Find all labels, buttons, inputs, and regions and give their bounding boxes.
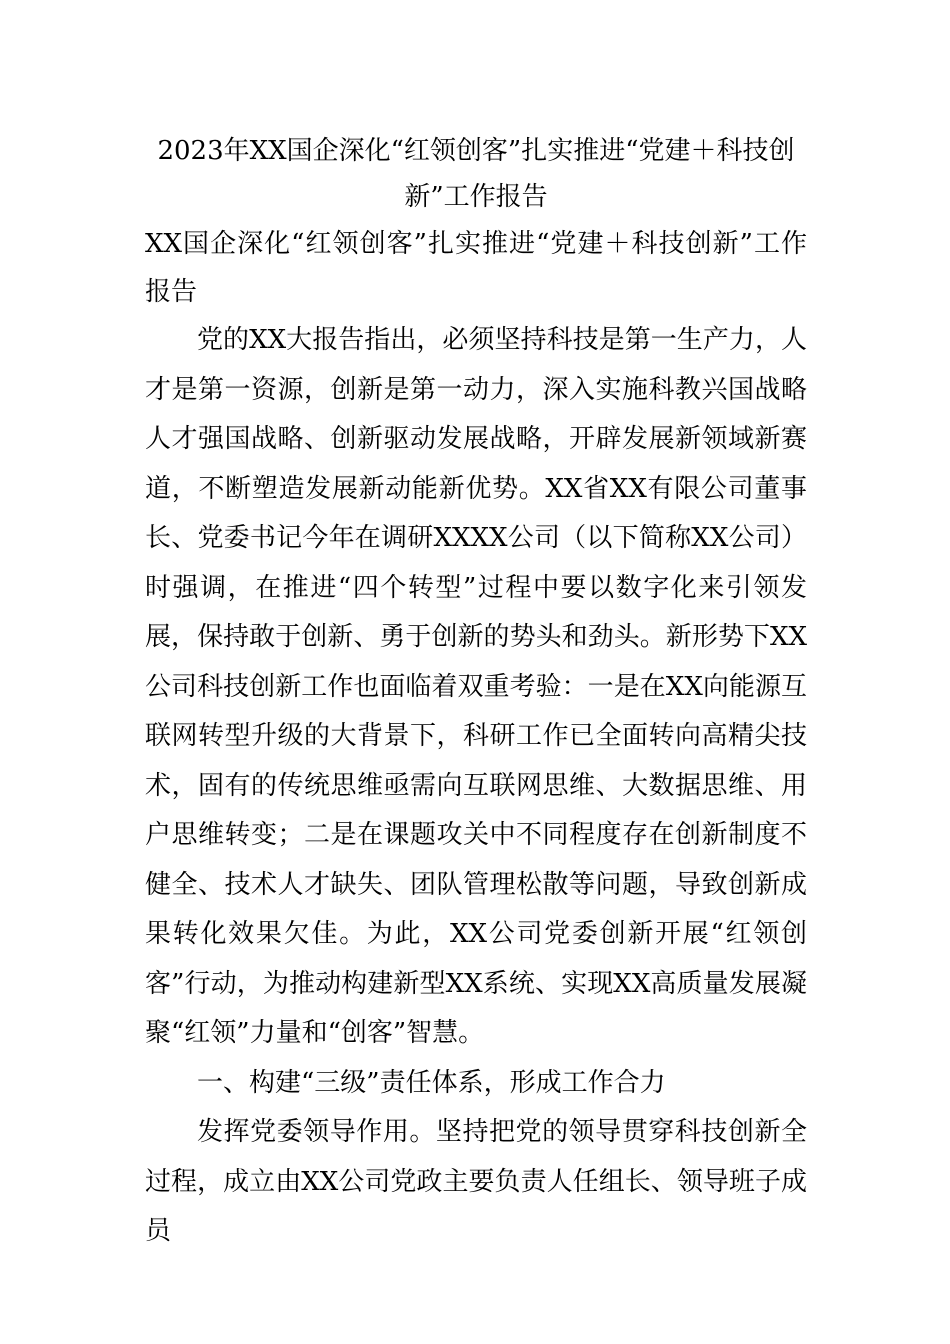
intro-paragraph: 党的XX大报告指出，必须坚持科技是第一生产力，人才是第一资源，创新是第一动力，深入实施科教兴国战略人才强国战略、创新驱动发展战略，开辟发展新领域新赛道，不断塑造发展新动能新优势。XX省XX有限公司董事长、党委书记今年在调研XXXX公司（以下简称XX公司）时强调，在推进“四个转型”过程中要以数字化来引领发展，保持敢于创新、勇于创新的势头和劲头。新形势下XX公司科技创新工作也面临着双重考验：一是在XX向能源互联网转型升级的大背景下，科研工作已全面转向高精尖技术，固有的传统思维亟需向互联网思维、大数据思维、用户思维转变；二是在课题攻关中不同程度存在创新制度不健全、技术人才缺失、团队管理松散等问题，导致创新成果转化效果欠佳。为此，XX公司党委创新开展“红领创客”行动，为推动构建新型XX系统、实现XX高质量发展凝聚“红领”力量和“创客”智慧。 xyxy=(145,325,807,1048)
section-paragraph: 发挥党委领导作用。坚持把党的领导贯穿科技创新全过程，成立由XX公司党政主要负责人任组长、领导班子成员 xyxy=(145,1117,807,1246)
document-title: 2023年XX国企深化“红领创客”扎实推进“党建＋科技创新”工作报告 xyxy=(157,136,795,212)
document-subtitle: XX国企深化“红领创客”扎实推进“党建＋科技创新”工作报告 xyxy=(145,229,807,307)
document-body xyxy=(145,128,807,1257)
section-heading: 一、构建“三级”责任体系，形成工作合力 xyxy=(197,1067,666,1098)
